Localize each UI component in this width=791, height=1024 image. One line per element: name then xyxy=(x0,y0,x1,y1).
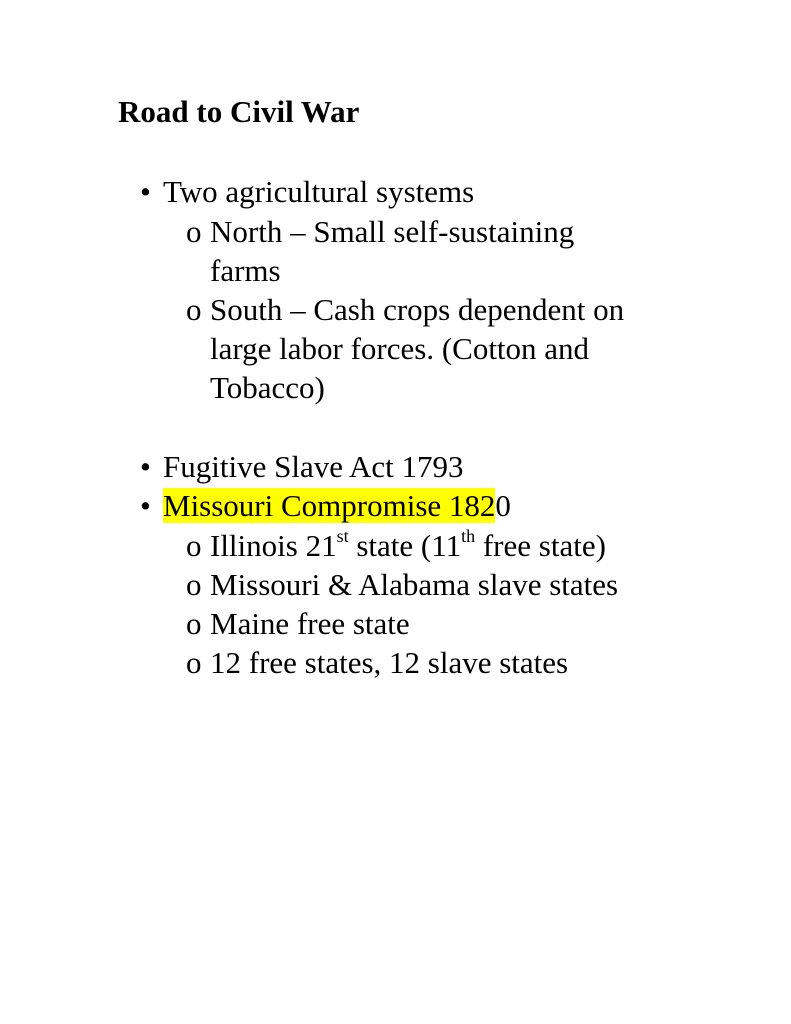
page-title: Road to Civil War xyxy=(118,94,360,129)
superscript-st: st xyxy=(336,525,349,546)
bullet-agricultural-systems: Two agricultural systems xyxy=(163,174,475,209)
highlighted-text: Missouri Compromise 182 xyxy=(163,488,496,523)
sub-bullet-south-cont2: Tobacco) xyxy=(210,370,325,405)
sub-bullet-marker: o xyxy=(186,292,202,327)
sub-bullet-marker: o xyxy=(186,606,202,641)
sub-bullet-free-slave-count: 12 free states, 12 slave states xyxy=(210,645,569,680)
bullet-marker: • xyxy=(140,449,151,484)
sub-bullet-north-cont: farms xyxy=(210,253,281,288)
sub-bullet-marker: o xyxy=(186,645,202,680)
bullet-fugitive-slave-act: Fugitive Slave Act 1793 xyxy=(163,449,464,484)
sub-bullet-south: South – Cash crops dependent on xyxy=(210,292,625,327)
bullet-marker: • xyxy=(140,174,151,209)
sub-bullet-maine: Maine free state xyxy=(210,606,410,641)
sub-bullet-marker: o xyxy=(186,528,202,563)
sub-bullet-south-cont: large labor forces. (Cotton and xyxy=(210,331,590,366)
sub-bullet-marker: o xyxy=(186,567,202,602)
bullet-marker: • xyxy=(140,488,151,523)
illinois-text-b: state (11 xyxy=(348,528,462,563)
illinois-text-c: free state) xyxy=(475,528,606,563)
sub-bullet-illinois xyxy=(210,526,606,565)
sub-bullet-north: North – Small self-sustaining xyxy=(210,214,575,249)
sub-bullet-missouri-alabama: Missouri & Alabama slave states xyxy=(210,567,619,602)
superscript-th: th xyxy=(461,525,476,546)
bullet-missouri-compromise xyxy=(163,486,511,525)
illinois-text-a: Illinois 21 xyxy=(210,528,337,563)
unhighlighted-text: 0 xyxy=(495,488,511,523)
sub-bullet-marker: o xyxy=(186,214,202,249)
